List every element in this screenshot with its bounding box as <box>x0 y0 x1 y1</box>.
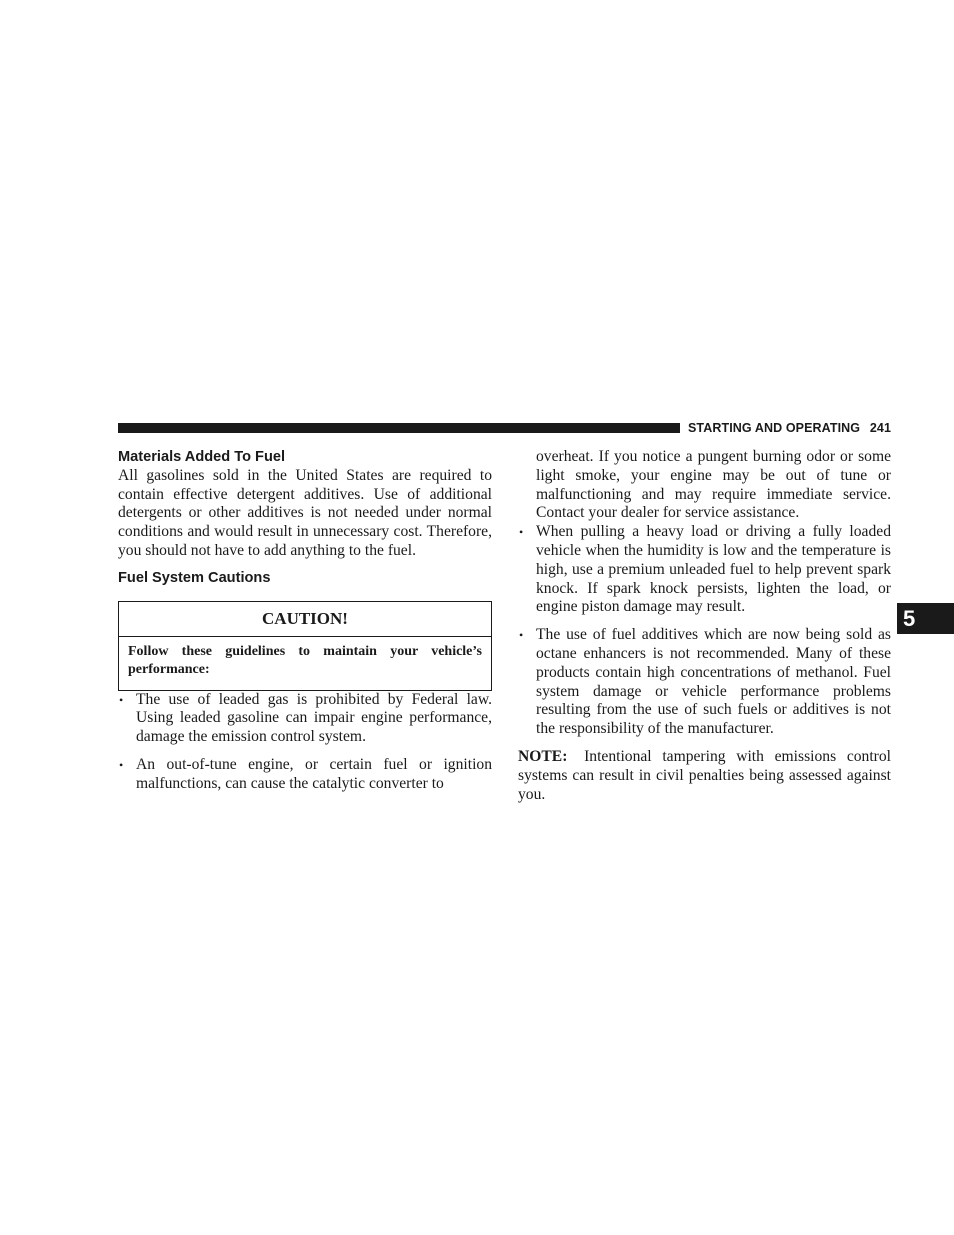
paragraph-materials-added: All gasolines sold in the United States are required to contain effective detergent additives. Use of additional detergents or other additives is not needed under normal conditions and would result in unnecessary cost. Therefore, you should not have to add anything to the fuel. <box>118 466 492 559</box>
page-number: 241 <box>869 421 891 435</box>
left-bullet-list <box>118 691 492 794</box>
list-item-text: The use of fuel additives which are now being sold as octane enhancers is not recommended. Many of these products contain high concentrations of methanol. Fuel system damage or vehicle performance problems resulting from the use of such fuels or additives is not the responsibility of the manufacturer. <box>536 626 891 738</box>
bullet-icon: • <box>119 692 124 707</box>
list-item-text: An out-of-tune engine, or certain fuel or ignition malfunctions, can cause the catalytic converter to <box>136 755 492 792</box>
chapter-tab <box>897 603 954 634</box>
caution-body: Follow these guidelines to maintain your vehicle’s performance: <box>128 643 482 677</box>
chapter-number: 5 <box>903 605 916 631</box>
running-header <box>688 419 891 437</box>
left-column <box>118 448 492 794</box>
note-paragraph <box>518 748 891 804</box>
header-rule <box>118 423 680 433</box>
caution-box <box>118 601 492 691</box>
right-column <box>518 448 891 804</box>
bullet-icon: • <box>119 757 124 772</box>
bullet-icon: • <box>519 628 524 643</box>
heading-fuel-system-cautions: Fuel System Cautions <box>118 569 271 586</box>
list-item <box>118 756 492 794</box>
list-item <box>118 691 492 747</box>
list-item-text: When pulling a heavy load or driving a fully loaded vehicle when the humidity is low and the temperature is high, use a premium unleaded fuel to help prevent spark knock. If spark knock persists, lighten the load, or engine piston damage may result. <box>536 523 891 616</box>
bullet-icon: • <box>519 525 524 540</box>
right-bullet-list <box>518 523 891 739</box>
bullet-continuation: overheat. If you notice a pungent burning odor or some light smoke, your engine may be out of tune or malfunctioning and may require immediate service. Contact your dealer for service assistance. <box>536 448 891 522</box>
list-item <box>518 626 891 739</box>
note-label: NOTE: <box>518 747 568 765</box>
note-text: Intentional tampering with emissions control systems can result in civil penalties being assessed against you. <box>518 747 891 803</box>
header-section-title: STARTING AND OPERATING <box>688 421 861 435</box>
heading-materials-added: Materials Added To Fuel <box>118 449 286 465</box>
list-item <box>518 523 891 617</box>
list-item-text: The use of leaded gas is prohibited by Federal law. Using leaded gasoline can impair engine performance, damage the emission control system. <box>136 690 492 746</box>
caution-title: CAUTION! <box>119 602 491 637</box>
